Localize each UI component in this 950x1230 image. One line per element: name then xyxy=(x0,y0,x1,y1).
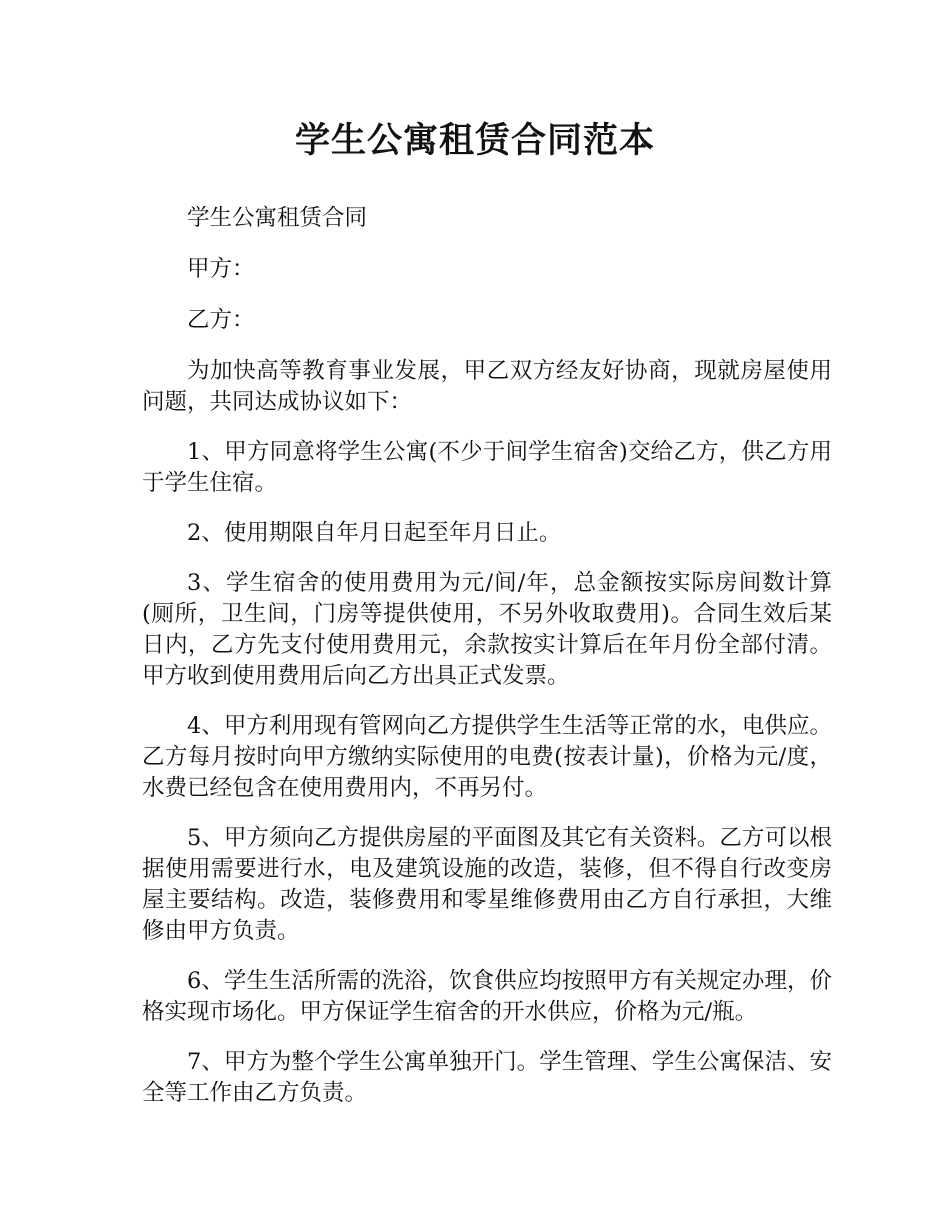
document-title: 学生公寓租赁合同范本 xyxy=(294,121,655,161)
party-a-line: 甲方： xyxy=(187,256,255,282)
preamble-paragraph: 为加快高等教育事业发展，甲乙双方经友好协商，现就房屋使用问题，共同达成协议如下： xyxy=(142,358,832,415)
clause-5: 5、甲方须向乙方提供房屋的平面图及其它有关资料。乙方可以根据使用需要进行水，电及建筑设施的改造，装修，但不得自行改变房屋主要结构。改造，装修费用和零星维修费用由乙方自行承担，大维修由甲方负责。 xyxy=(142,825,832,944)
clause-3: 3、学生宿舍的使用费用为元/间/年，总金额按实际房间数计算(厕所，卫生间，门房等提供使用，不另外收取费用)。合同生效后某日内，乙方先支付使用费用元，余款按实计算后在年月份全部付清。甲方收到使用费用后向乙方出具正式发票。 xyxy=(142,570,832,689)
contract-name: 学生公寓租赁合同 xyxy=(187,205,368,231)
clause-2: 2、使用期限自年月日起至年月日止。 xyxy=(187,520,562,546)
document-body xyxy=(142,203,832,1128)
clause-1: 1、甲方同意将学生公寓(不少于间学生宿舍)交给乙方，供乙方用于学生住宿。 xyxy=(142,439,832,496)
clause-4: 4、甲方利用现有管网向乙方提供学生生活等正常的水，电供应。乙方每月按时向甲方缴纳实际使用的电费(按表计量)，价格为元/度，水费已经包含在使用费用内，不再另付。 xyxy=(142,713,832,801)
clause-7: 7、甲方为整个学生公寓单独开门。学生管理、学生公寓保洁、安全等工作由乙方负责。 xyxy=(142,1049,832,1106)
party-b-line: 乙方： xyxy=(187,307,255,333)
clause-6: 6、学生生活所需的洗浴，饮食供应均按照甲方有关规定办理，价格实现市场化。甲方保证学生宿舍的开水供应，价格为元/瓶。 xyxy=(142,968,832,1025)
